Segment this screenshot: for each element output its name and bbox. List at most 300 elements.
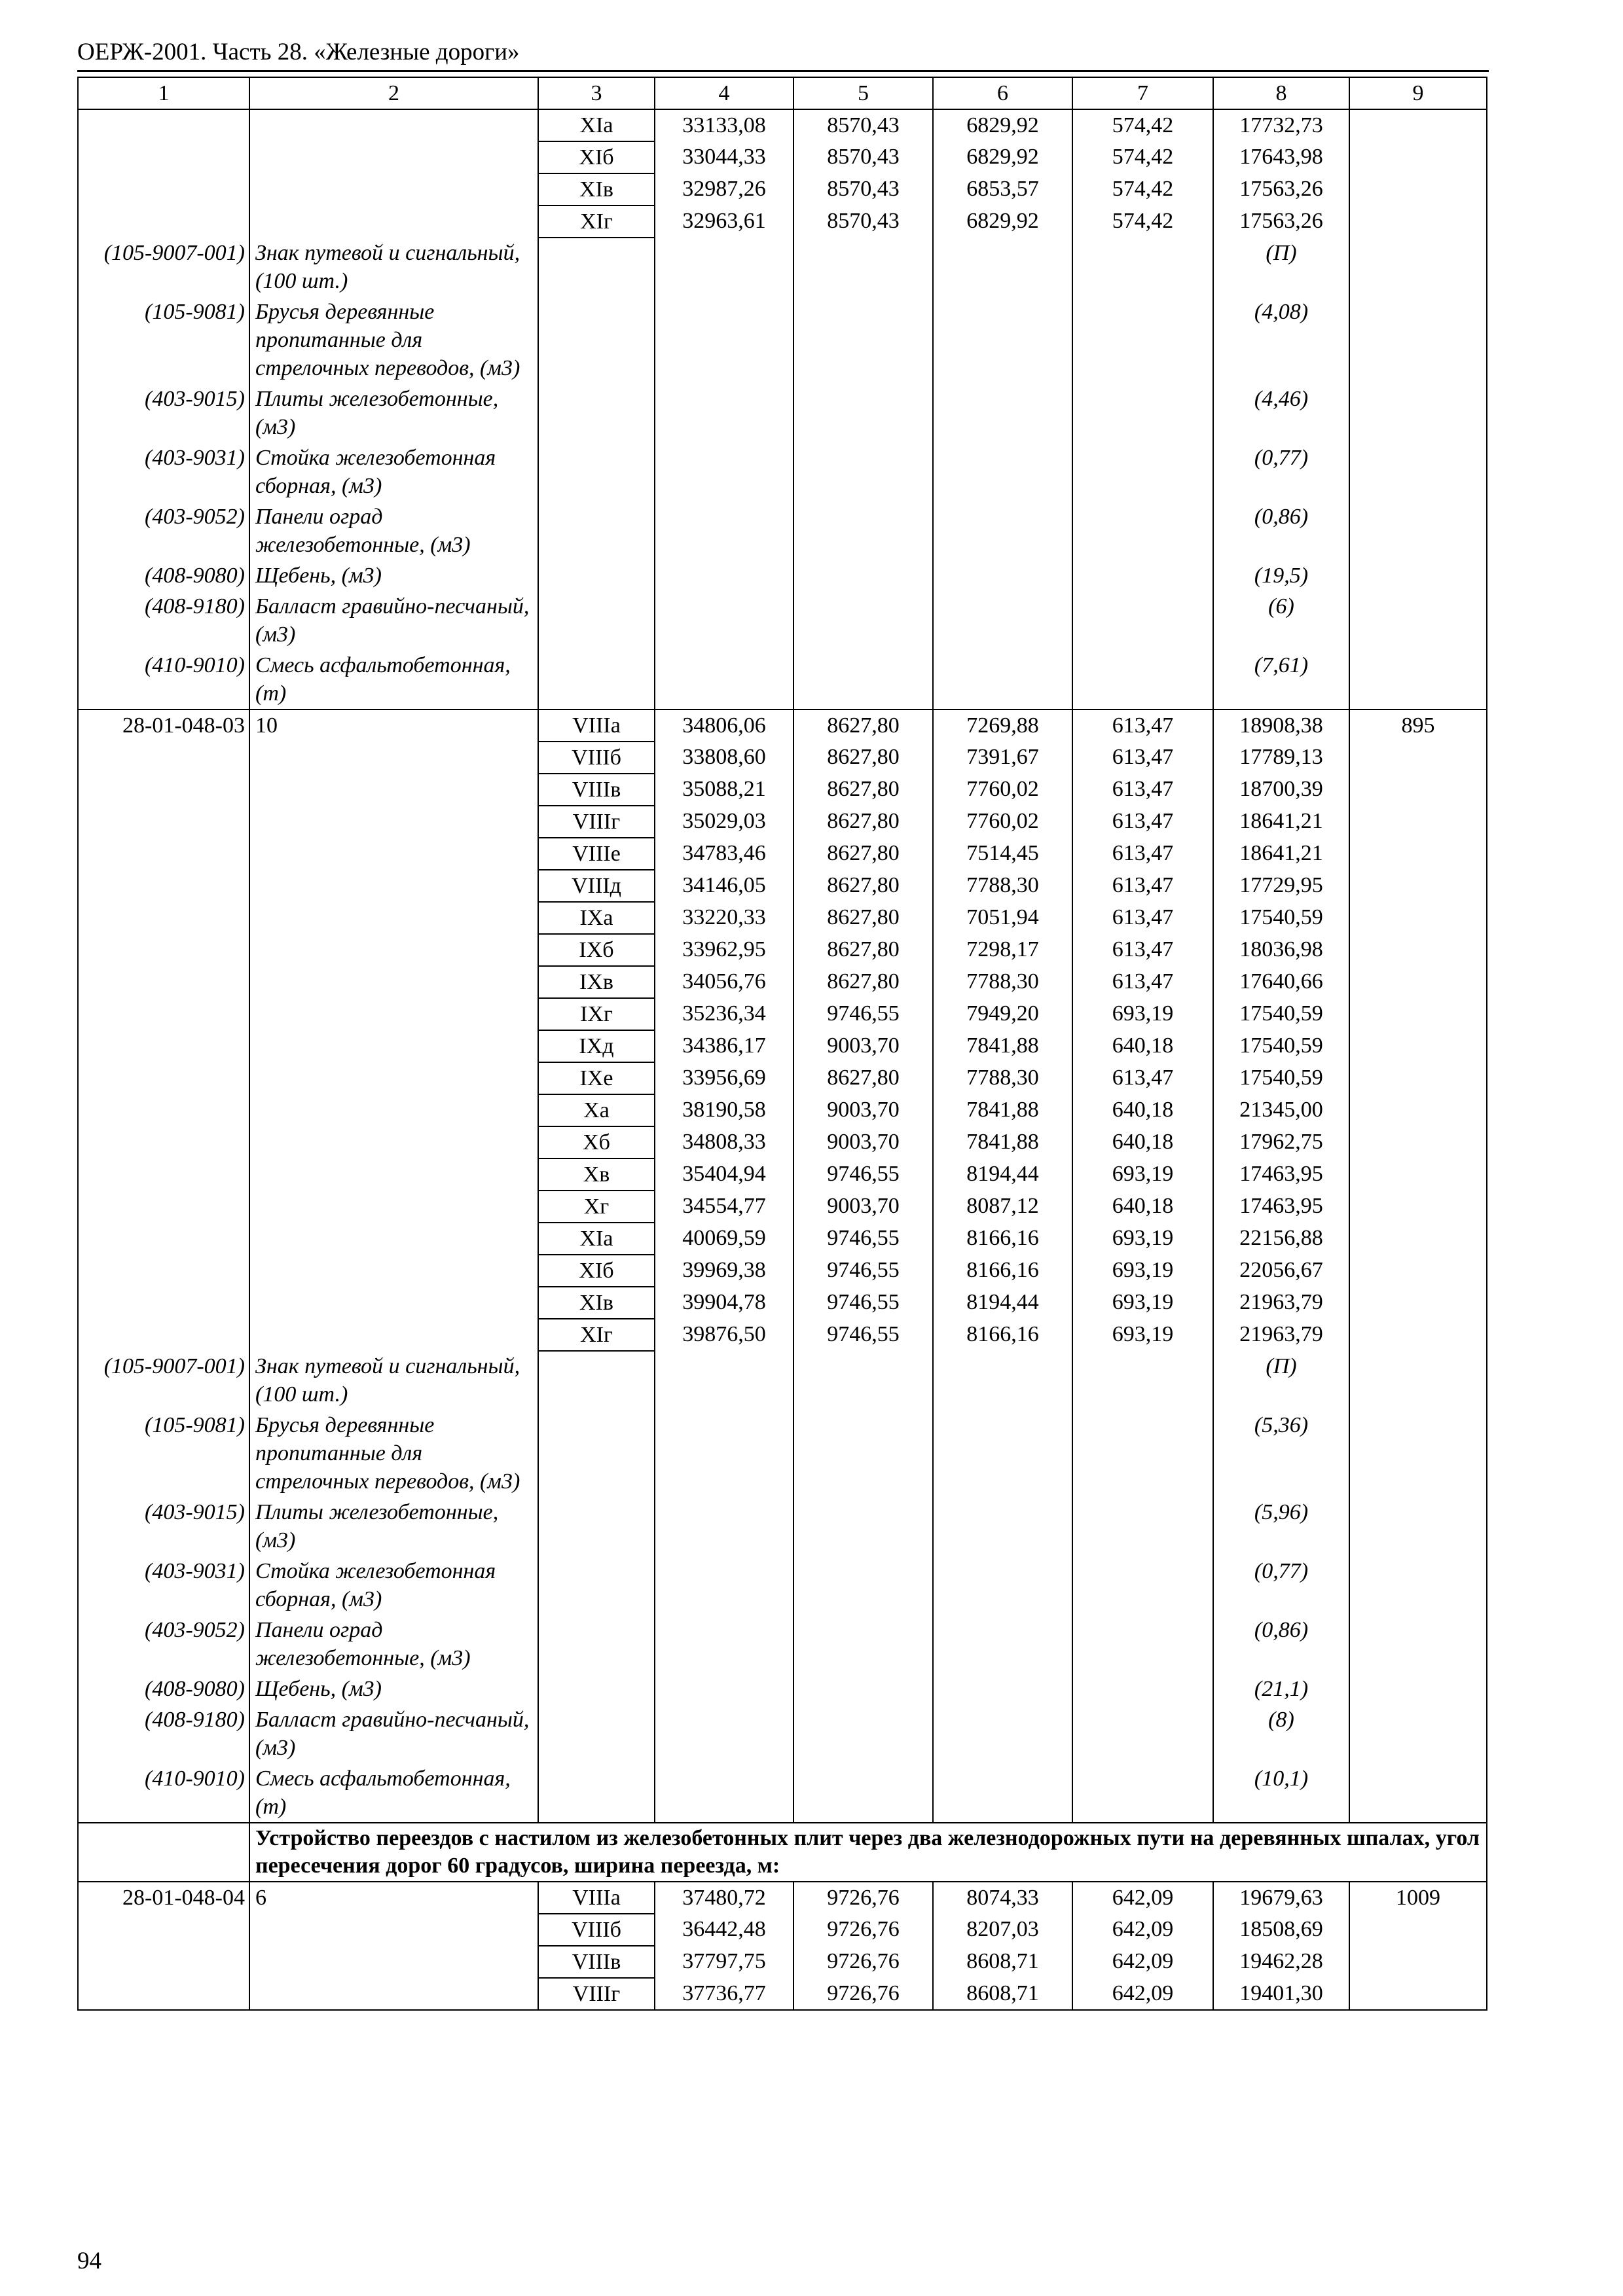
value-col-7: 613,47 [1072, 742, 1213, 774]
empty-cell [1072, 1704, 1213, 1763]
material-row [78, 296, 1487, 384]
empty-cell [793, 501, 933, 560]
value-col-9 [1349, 902, 1487, 934]
terrain-category: XIа [538, 1223, 655, 1255]
value-col-6: 8608,71 [933, 1978, 1072, 2010]
material-quantity: (4,46) [1213, 384, 1349, 442]
rate-row [78, 1978, 1487, 2010]
value-col-5: 9003,70 [793, 1126, 933, 1158]
rate-width [249, 1094, 538, 1126]
material-code: (408-9180) [78, 1704, 249, 1763]
value-col-7: 613,47 [1072, 838, 1213, 870]
value-col-7: 613,47 [1072, 709, 1213, 742]
material-code: (403-9015) [78, 384, 249, 442]
empty-cell [793, 1674, 933, 1704]
material-quantity: (10,1) [1213, 1763, 1349, 1823]
empty-cell [1072, 384, 1213, 442]
rate-width [249, 774, 538, 806]
empty-cell [655, 501, 793, 560]
value-col-9 [1349, 1255, 1487, 1287]
rate-width [249, 141, 538, 173]
rate-row [78, 1030, 1487, 1062]
material-quantity: (0,77) [1213, 442, 1349, 501]
rates-table [77, 77, 1487, 2011]
material-code: (403-9052) [78, 1615, 249, 1674]
value-col-5: 8627,80 [793, 806, 933, 838]
material-name: Смесь асфальтобетонная, (т) [249, 650, 538, 709]
value-col-7: 574,42 [1072, 173, 1213, 206]
material-quantity: (7,61) [1213, 650, 1349, 709]
rate-code [78, 902, 249, 934]
value-col-5: 9746,55 [793, 1255, 933, 1287]
material-row [78, 1410, 1487, 1497]
terrain-category: Xв [538, 1158, 655, 1191]
empty-cell [1349, 1410, 1487, 1497]
material-row [78, 384, 1487, 442]
value-col-6: 6829,92 [933, 109, 1072, 141]
material-code: (403-9015) [78, 1497, 249, 1556]
value-col-5: 9746,55 [793, 998, 933, 1030]
value-col-9 [1349, 173, 1487, 206]
value-col-5: 9003,70 [793, 1030, 933, 1062]
rate-width [249, 206, 538, 238]
value-col-8: 22056,67 [1213, 1255, 1349, 1287]
rate-row [78, 109, 1487, 141]
column-number: 6 [933, 77, 1072, 109]
value-col-6: 8166,16 [933, 1255, 1072, 1287]
value-col-4: 33808,60 [655, 742, 793, 774]
empty-cell [1349, 238, 1487, 296]
empty-cell [1349, 1556, 1487, 1615]
rate-width [249, 998, 538, 1030]
rate-code [78, 1319, 249, 1351]
terrain-category: VIIIе [538, 838, 655, 870]
value-col-7: 640,18 [1072, 1094, 1213, 1126]
rate-row [78, 1158, 1487, 1191]
empty-cell [1349, 560, 1487, 591]
empty-cell [1072, 591, 1213, 650]
empty-cell [933, 1615, 1072, 1674]
terrain-category: IXг [538, 998, 655, 1030]
empty-cell [1072, 1556, 1213, 1615]
value-col-7: 642,09 [1072, 1882, 1213, 1914]
value-col-9 [1349, 966, 1487, 998]
empty-cell [793, 1704, 933, 1763]
rate-row [78, 1946, 1487, 1978]
rate-width [249, 173, 538, 206]
rate-row [78, 709, 1487, 742]
material-name: Плиты железобетонные, (м3) [249, 384, 538, 442]
material-quantity: (21,1) [1213, 1674, 1349, 1704]
rate-row [78, 774, 1487, 806]
material-quantity: (8) [1213, 1704, 1349, 1763]
value-col-7: 693,19 [1072, 1158, 1213, 1191]
value-col-6: 8608,71 [933, 1946, 1072, 1978]
empty-cell [655, 1615, 793, 1674]
value-col-4: 38190,58 [655, 1094, 793, 1126]
empty-cell [933, 296, 1072, 384]
empty-cell [1072, 296, 1213, 384]
value-col-4: 35088,21 [655, 774, 793, 806]
value-col-6: 6829,92 [933, 206, 1072, 238]
rate-width [249, 1255, 538, 1287]
value-col-8: 18700,39 [1213, 774, 1349, 806]
empty-cell [538, 501, 655, 560]
material-code: (408-9180) [78, 591, 249, 650]
value-col-4: 32987,26 [655, 173, 793, 206]
rate-width: 6 [249, 1882, 538, 1914]
material-row [78, 650, 1487, 709]
header-rule [77, 70, 1489, 72]
value-col-7: 642,09 [1072, 1946, 1213, 1978]
empty-cell [538, 1674, 655, 1704]
rate-row [78, 1914, 1487, 1946]
terrain-category: XIв [538, 173, 655, 206]
empty-cell [538, 591, 655, 650]
rate-width [249, 109, 538, 141]
value-col-6: 7841,88 [933, 1030, 1072, 1062]
empty-cell [1072, 560, 1213, 591]
material-name: Панели оград железобетонные, (м3) [249, 501, 538, 560]
value-col-4: 34554,77 [655, 1191, 793, 1223]
rate-width [249, 902, 538, 934]
rate-code [78, 1158, 249, 1191]
value-col-4: 34806,06 [655, 709, 793, 742]
rate-row [78, 870, 1487, 902]
rate-width [249, 934, 538, 966]
rate-row [78, 1287, 1487, 1319]
empty-cell [655, 442, 793, 501]
rate-width [249, 966, 538, 998]
value-col-7: 642,09 [1072, 1914, 1213, 1946]
empty-cell [655, 1556, 793, 1615]
value-col-5: 9746,55 [793, 1158, 933, 1191]
rate-row [78, 806, 1487, 838]
rate-code [78, 870, 249, 902]
rate-row [78, 1255, 1487, 1287]
rate-code: 28-01-048-04 [78, 1882, 249, 1914]
rate-code [78, 1062, 249, 1094]
value-col-5: 8570,43 [793, 173, 933, 206]
empty-cell [538, 1763, 655, 1823]
material-row [78, 1763, 1487, 1823]
value-col-6: 7269,88 [933, 709, 1072, 742]
rate-row [78, 1126, 1487, 1158]
terrain-category: VIIIб [538, 742, 655, 774]
value-col-6: 7841,88 [933, 1126, 1072, 1158]
value-col-6: 8074,33 [933, 1882, 1072, 1914]
material-name: Брусья деревянные пропитанные для стрелочных переводов, (м3) [249, 1410, 538, 1497]
value-col-8: 17540,59 [1213, 998, 1349, 1030]
rate-code [78, 1255, 249, 1287]
empty-cell [538, 384, 655, 442]
material-quantity: (0,77) [1213, 1556, 1349, 1615]
value-col-9 [1349, 742, 1487, 774]
value-col-6: 7514,45 [933, 838, 1072, 870]
value-col-5: 8570,43 [793, 109, 933, 141]
value-col-9 [1349, 1191, 1487, 1223]
value-col-8: 18036,98 [1213, 934, 1349, 966]
value-col-5: 8627,80 [793, 934, 933, 966]
value-col-9 [1349, 1223, 1487, 1255]
material-code: (105-9081) [78, 296, 249, 384]
terrain-category: IXв [538, 966, 655, 998]
terrain-category: Xа [538, 1094, 655, 1126]
value-col-9 [1349, 109, 1487, 141]
terrain-category: VIIIа [538, 709, 655, 742]
empty-cell [793, 1410, 933, 1497]
material-row [78, 1704, 1487, 1763]
value-col-8: 21963,79 [1213, 1287, 1349, 1319]
value-col-5: 9726,76 [793, 1946, 933, 1978]
material-quantity: (4,08) [1213, 296, 1349, 384]
value-col-9 [1349, 1946, 1487, 1978]
empty-cell [655, 238, 793, 296]
material-row [78, 1351, 1487, 1410]
rate-code: 28-01-048-03 [78, 709, 249, 742]
page-header: ОЕРЖ-2001. Часть 28. «Железные дороги» [77, 39, 520, 65]
rate-width [249, 1030, 538, 1062]
empty-cell [538, 1351, 655, 1410]
value-col-4: 37736,77 [655, 1978, 793, 2010]
value-col-8: 21963,79 [1213, 1319, 1349, 1351]
empty-cell [538, 1704, 655, 1763]
empty-cell [933, 1351, 1072, 1410]
value-col-4: 35029,03 [655, 806, 793, 838]
empty-cell [1349, 1763, 1487, 1823]
rate-width [249, 1319, 538, 1351]
material-quantity: (П) [1213, 238, 1349, 296]
rate-code [78, 1030, 249, 1062]
value-col-9 [1349, 1978, 1487, 2010]
column-number-row [78, 77, 1487, 109]
rate-row [78, 1094, 1487, 1126]
value-col-7: 613,47 [1072, 806, 1213, 838]
value-col-4: 39969,38 [655, 1255, 793, 1287]
material-code: (408-9080) [78, 560, 249, 591]
value-col-7: 574,42 [1072, 109, 1213, 141]
value-col-8: 17563,26 [1213, 173, 1349, 206]
value-col-6: 7841,88 [933, 1094, 1072, 1126]
value-col-6: 8166,16 [933, 1319, 1072, 1351]
value-col-4: 34808,33 [655, 1126, 793, 1158]
empty-cell [1072, 442, 1213, 501]
value-col-5: 8627,80 [793, 774, 933, 806]
value-col-9 [1349, 838, 1487, 870]
value-col-6: 6853,57 [933, 173, 1072, 206]
section-title-row [78, 1823, 1487, 1882]
rate-row [78, 141, 1487, 173]
material-name: Стойка железобетонная сборная, (м3) [249, 442, 538, 501]
value-col-6: 8194,44 [933, 1287, 1072, 1319]
empty-cell [933, 238, 1072, 296]
column-number: 4 [655, 77, 793, 109]
empty-cell [793, 384, 933, 442]
empty-cell [1349, 384, 1487, 442]
value-col-5: 8627,80 [793, 870, 933, 902]
value-col-6: 7051,94 [933, 902, 1072, 934]
page-number: 94 [77, 2248, 101, 2274]
value-col-4: 37797,75 [655, 1946, 793, 1978]
rate-code [78, 1287, 249, 1319]
value-col-8: 19679,63 [1213, 1882, 1349, 1914]
value-col-7: 613,47 [1072, 1062, 1213, 1094]
column-number: 1 [78, 77, 249, 109]
value-col-9 [1349, 1287, 1487, 1319]
value-col-9 [1349, 1062, 1487, 1094]
value-col-6: 8166,16 [933, 1223, 1072, 1255]
rate-code [78, 774, 249, 806]
value-col-4: 33962,95 [655, 934, 793, 966]
terrain-category: IXа [538, 902, 655, 934]
value-col-8: 17640,66 [1213, 966, 1349, 998]
empty-cell [1349, 1497, 1487, 1556]
material-code: (403-9031) [78, 1556, 249, 1615]
rate-code [78, 206, 249, 238]
value-col-5: 9726,76 [793, 1978, 933, 2010]
value-col-4: 34056,76 [655, 966, 793, 998]
terrain-category: IXе [538, 1062, 655, 1094]
rate-row [78, 173, 1487, 206]
empty-cell [793, 560, 933, 591]
rate-width [249, 1158, 538, 1191]
value-col-5: 8627,80 [793, 966, 933, 998]
empty-cell [1072, 501, 1213, 560]
terrain-category: VIIIг [538, 806, 655, 838]
terrain-category: VIIIг [538, 1978, 655, 2010]
material-name: Плиты железобетонные, (м3) [249, 1497, 538, 1556]
empty-cell [655, 296, 793, 384]
material-quantity: (6) [1213, 591, 1349, 650]
rate-code [78, 742, 249, 774]
material-row [78, 238, 1487, 296]
material-code: (403-9031) [78, 442, 249, 501]
rate-row [78, 1223, 1487, 1255]
empty-cell [933, 650, 1072, 709]
empty-cell [933, 384, 1072, 442]
empty-cell [1349, 296, 1487, 384]
value-col-6: 7298,17 [933, 934, 1072, 966]
rate-row [78, 1319, 1487, 1351]
rate-code [78, 1914, 249, 1946]
value-col-6: 6829,92 [933, 141, 1072, 173]
material-quantity: (5,36) [1213, 1410, 1349, 1497]
value-col-7: 613,47 [1072, 966, 1213, 998]
value-col-9 [1349, 206, 1487, 238]
value-col-9 [1349, 1319, 1487, 1351]
rate-row [78, 1882, 1487, 1914]
value-col-4: 33044,33 [655, 141, 793, 173]
material-name: Балласт гравийно-песчаный, (м3) [249, 1704, 538, 1763]
terrain-category: VIIIв [538, 774, 655, 806]
empty-cell [1349, 1615, 1487, 1674]
terrain-category: IXб [538, 934, 655, 966]
terrain-category: XIг [538, 206, 655, 238]
rate-width [249, 1191, 538, 1223]
value-col-6: 7788,30 [933, 1062, 1072, 1094]
value-col-8: 18641,21 [1213, 838, 1349, 870]
value-col-9 [1349, 1158, 1487, 1191]
value-col-5: 8627,80 [793, 742, 933, 774]
empty-cell [78, 1823, 249, 1882]
empty-cell [1072, 238, 1213, 296]
empty-cell [538, 560, 655, 591]
material-row [78, 501, 1487, 560]
rate-width [249, 1978, 538, 2010]
material-row [78, 560, 1487, 591]
value-col-4: 35236,34 [655, 998, 793, 1030]
value-col-7: 693,19 [1072, 1223, 1213, 1255]
value-col-4: 35404,94 [655, 1158, 793, 1191]
value-col-4: 39904,78 [655, 1287, 793, 1319]
value-col-4: 32963,61 [655, 206, 793, 238]
terrain-category: XIв [538, 1287, 655, 1319]
rate-width [249, 1287, 538, 1319]
rate-code [78, 806, 249, 838]
value-col-9 [1349, 774, 1487, 806]
material-row [78, 1497, 1487, 1556]
material-code: (403-9052) [78, 501, 249, 560]
empty-cell [1349, 591, 1487, 650]
value-col-9 [1349, 806, 1487, 838]
empty-cell [793, 238, 933, 296]
rate-code [78, 1946, 249, 1978]
empty-cell [1349, 442, 1487, 501]
empty-cell [933, 501, 1072, 560]
value-col-6: 7760,02 [933, 774, 1072, 806]
empty-cell [538, 650, 655, 709]
value-col-4: 39876,50 [655, 1319, 793, 1351]
value-col-8: 17563,26 [1213, 206, 1349, 238]
empty-cell [933, 1763, 1072, 1823]
value-col-7: 613,47 [1072, 902, 1213, 934]
value-col-9 [1349, 998, 1487, 1030]
material-name: Знак путевой и сигнальный, (100 шт.) [249, 1351, 538, 1410]
value-col-5: 9746,55 [793, 1223, 933, 1255]
rate-width [249, 1223, 538, 1255]
rate-code [78, 1191, 249, 1223]
empty-cell [538, 442, 655, 501]
material-quantity: (5,96) [1213, 1497, 1349, 1556]
empty-cell [793, 591, 933, 650]
rate-row [78, 1191, 1487, 1223]
value-col-8: 17540,59 [1213, 902, 1349, 934]
empty-cell [538, 1615, 655, 1674]
empty-cell [655, 1410, 793, 1497]
material-name: Знак путевой и сигнальный, (100 шт.) [249, 238, 538, 296]
empty-cell [793, 1497, 933, 1556]
value-col-7: 693,19 [1072, 1319, 1213, 1351]
column-number: 9 [1349, 77, 1487, 109]
value-col-7: 574,42 [1072, 141, 1213, 173]
empty-cell [793, 1615, 933, 1674]
value-col-5: 9726,76 [793, 1914, 933, 1946]
rate-code [78, 1223, 249, 1255]
value-col-4: 34783,46 [655, 838, 793, 870]
value-col-5: 9726,76 [793, 1882, 933, 1914]
column-number: 2 [249, 77, 538, 109]
terrain-category: Xб [538, 1126, 655, 1158]
empty-cell [1072, 1763, 1213, 1823]
value-col-9 [1349, 141, 1487, 173]
value-col-9 [1349, 1030, 1487, 1062]
empty-cell [655, 1763, 793, 1823]
rate-row [78, 838, 1487, 870]
value-col-9: 1009 [1349, 1882, 1487, 1914]
value-col-8: 17962,75 [1213, 1126, 1349, 1158]
empty-cell [933, 591, 1072, 650]
value-col-7: 640,18 [1072, 1191, 1213, 1223]
